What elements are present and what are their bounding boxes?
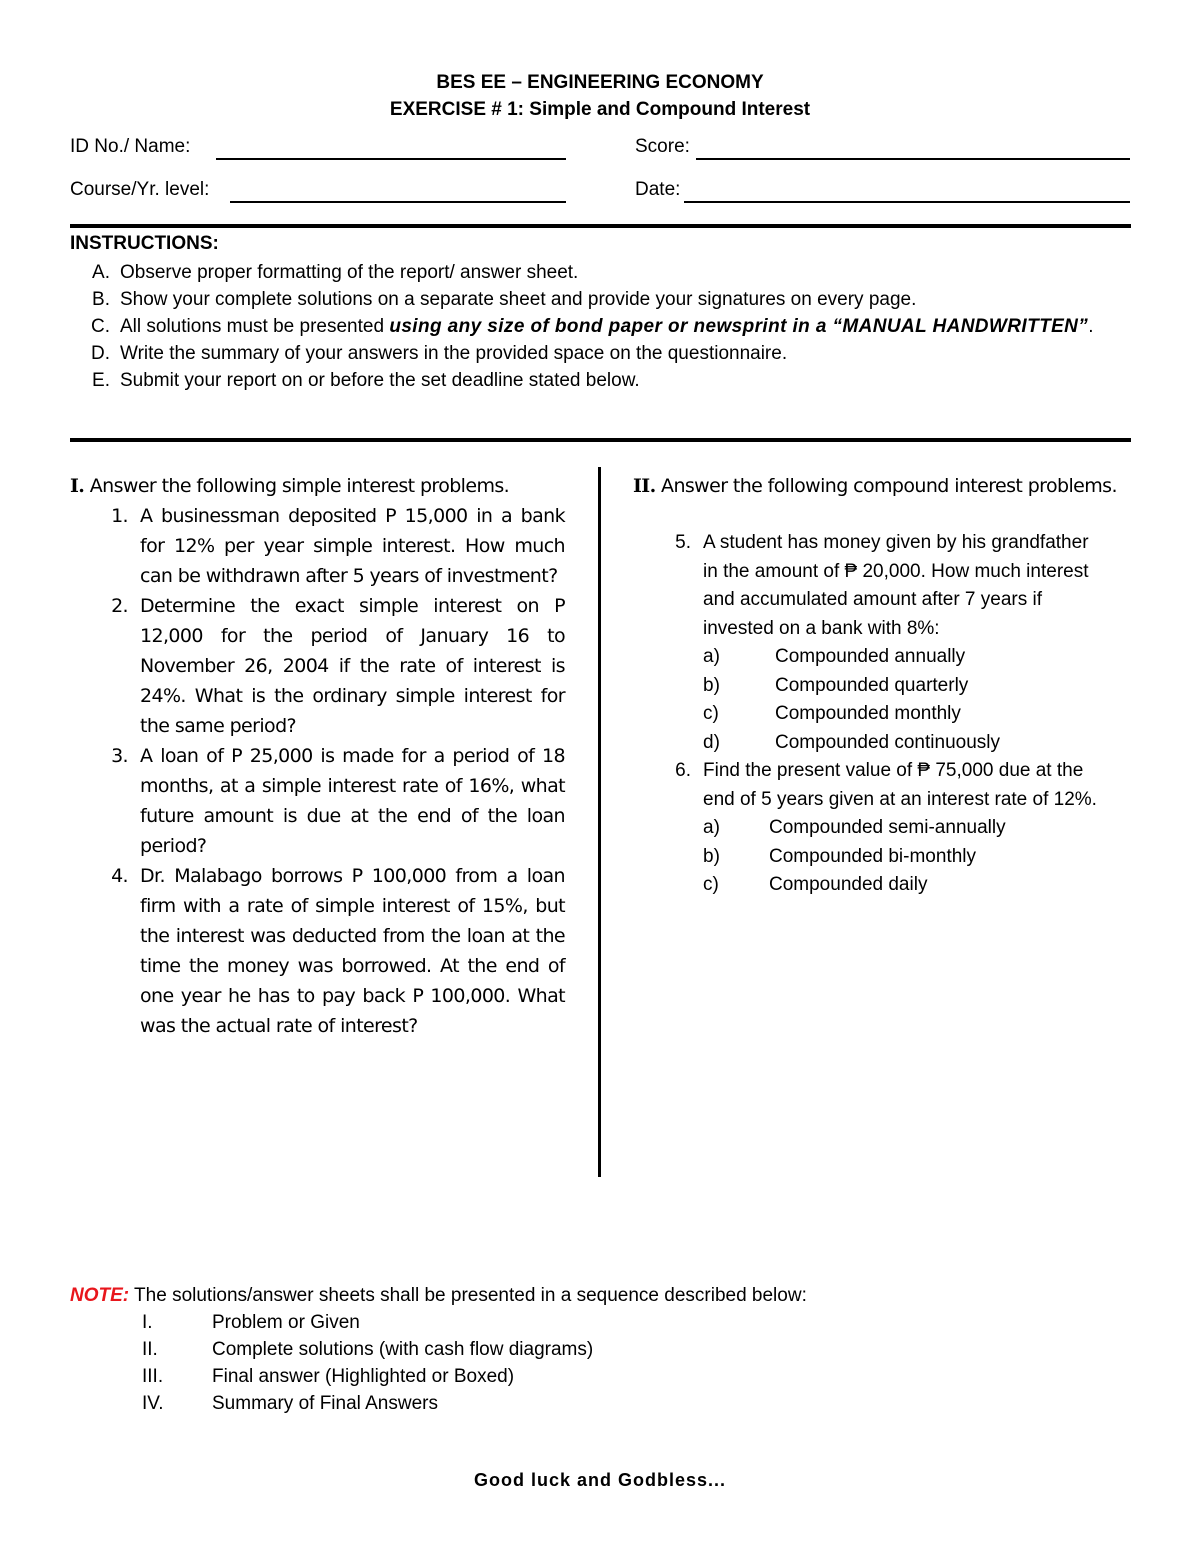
sub-item bbox=[703, 643, 1090, 672]
sub-marker: a) bbox=[703, 817, 720, 838]
sub-item bbox=[703, 700, 1090, 729]
sub-text: Compounded continuously bbox=[775, 731, 1000, 753]
sub-item bbox=[703, 843, 1110, 872]
sub-text: Compounded quarterly bbox=[775, 674, 969, 696]
list-item bbox=[70, 259, 1131, 286]
instructions-block bbox=[70, 233, 1131, 394]
list-marker: III. bbox=[142, 1366, 164, 1387]
problem-item bbox=[633, 757, 1130, 900]
section-heading-text: Answer the following simple interest problems. bbox=[89, 475, 510, 497]
sub-list bbox=[703, 814, 1110, 900]
instruction-text: Observe proper formatting of the report/ answer sheet. bbox=[120, 262, 579, 283]
problem-number: 6. bbox=[675, 760, 691, 781]
list-marker: IV. bbox=[142, 1393, 164, 1414]
section-number: I. bbox=[70, 475, 85, 497]
list-text: Final answer (Highlighted or Boxed) bbox=[212, 1366, 515, 1387]
instruction-text: Write the summary of your answers in the provided space on the questionnaire. bbox=[120, 343, 788, 364]
list-item bbox=[70, 1336, 1131, 1363]
problem-text: Find the present value of ₱ 75,000 due at the end of 5 years given at an interest rate of 12%. bbox=[703, 760, 1097, 810]
id-name-line[interactable] bbox=[216, 158, 566, 160]
sub-marker: c) bbox=[703, 703, 719, 724]
sub-marker: d) bbox=[703, 731, 720, 753]
sub-item bbox=[703, 672, 1090, 701]
problem-item bbox=[633, 529, 1130, 757]
course-level-label: Course/Yr. level: bbox=[70, 179, 210, 200]
sub-text: Compounded annually bbox=[775, 646, 966, 667]
instruction-text-part: All solutions must be presented bbox=[120, 316, 390, 337]
column-divider bbox=[598, 467, 601, 1177]
sub-text: Compounded bi-monthly bbox=[769, 845, 977, 867]
instructions-list bbox=[70, 259, 1131, 394]
note-text: The solutions/answer sheets shall be presented in a sequence described below: bbox=[129, 1285, 807, 1306]
sub-item bbox=[703, 729, 1090, 758]
instruction-text: Submit your report on or before the set deadline stated below. bbox=[120, 370, 640, 391]
list-marker: C. bbox=[91, 316, 110, 337]
list-item bbox=[70, 1309, 1131, 1336]
problem-item bbox=[70, 861, 565, 1041]
score-line[interactable] bbox=[696, 158, 1130, 160]
list-marker: E. bbox=[92, 370, 110, 391]
instruction-text bbox=[120, 313, 1131, 340]
sub-text: Compounded semi-annually bbox=[769, 817, 1006, 838]
list-text: Problem or Given bbox=[212, 1312, 360, 1333]
problem-item bbox=[70, 501, 565, 591]
top-rule bbox=[70, 224, 1131, 228]
list-marker: A. bbox=[92, 262, 110, 283]
sub-marker: a) bbox=[703, 646, 720, 667]
section-number: II. bbox=[633, 475, 656, 497]
sub-item bbox=[703, 871, 1110, 900]
list-marker: I. bbox=[142, 1312, 153, 1333]
problem-number: 1. bbox=[111, 505, 128, 527]
list-item bbox=[70, 313, 1131, 340]
list-marker: B. bbox=[92, 289, 110, 310]
sub-marker: c) bbox=[703, 874, 719, 895]
problem-number: 3. bbox=[111, 745, 128, 767]
list-item bbox=[70, 1363, 1131, 1390]
list-marker: II. bbox=[142, 1339, 158, 1360]
section-2-heading bbox=[633, 471, 1130, 501]
note-label: NOTE: bbox=[70, 1285, 130, 1306]
list-item bbox=[70, 367, 1131, 394]
date-label: Date: bbox=[635, 179, 681, 200]
note-list bbox=[70, 1309, 1131, 1417]
section-1 bbox=[70, 471, 565, 1041]
problem-item bbox=[70, 591, 565, 741]
problem-number: 2. bbox=[111, 595, 128, 617]
sub-marker: b) bbox=[703, 845, 720, 867]
instruction-text: Show your complete solutions on a separate sheet and provide your signatures on every page. bbox=[120, 289, 917, 310]
list-text: Complete solutions (with cash flow diagrams) bbox=[212, 1339, 594, 1360]
section-1-heading bbox=[70, 471, 565, 501]
problem-number: 4. bbox=[111, 865, 128, 887]
section-heading-text: Answer the following compound interest problems. bbox=[661, 475, 1117, 497]
list-item bbox=[70, 286, 1131, 313]
date-line[interactable] bbox=[684, 201, 1130, 203]
course-title: BES EE – ENGINEERING ECONOMY bbox=[436, 72, 764, 93]
exercise-title: EXERCISE # 1: Simple and Compound Interest bbox=[389, 99, 811, 120]
problem-list bbox=[633, 529, 1130, 900]
list-item bbox=[70, 340, 1131, 367]
note-line bbox=[70, 1282, 1131, 1309]
list-marker: D. bbox=[91, 343, 110, 364]
problem-body bbox=[703, 529, 1130, 757]
sub-text: Compounded daily bbox=[769, 874, 928, 895]
instruction-emphasis: using any size of bond paper or newsprint in a “MANUAL HANDWRITTEN” bbox=[389, 316, 1089, 337]
note-block bbox=[70, 1282, 1131, 1417]
problem-item bbox=[70, 741, 565, 861]
problem-list bbox=[70, 501, 565, 1041]
sub-text: Compounded monthly bbox=[775, 703, 961, 724]
problem-text: A loan of P 25,000 is made for a period of 18 months, at a simple interest rate of 16%, what future amount is due at the end of the loan period? bbox=[140, 745, 565, 857]
problem-text: Determine the exact simple interest on P 12,000 for the period of January 16 to November 26, 2004 if the rate of interest is 24%. What is the ordinary simple interest for the same period? bbox=[140, 595, 565, 737]
list-item bbox=[70, 1390, 1131, 1417]
closing-message: Good luck and Godbless... bbox=[473, 1470, 727, 1490]
course-level-line[interactable] bbox=[230, 201, 566, 203]
sub-list bbox=[703, 643, 1090, 757]
score-label: Score: bbox=[635, 136, 690, 157]
sub-item bbox=[703, 814, 1110, 843]
instruction-tail: . bbox=[1088, 316, 1094, 337]
problem-number: 5. bbox=[675, 532, 691, 553]
problem-text: A student has money given by his grandfather in the amount of ₱ 20,000. How much interest and accumulated amount after 7 years if invested on a bank with 8%: bbox=[703, 532, 1089, 639]
section-2 bbox=[633, 471, 1130, 900]
problem-text: A businessman deposited P 15,000 in a bank for 12% per year simple interest. How much can be withdrawn after 5 years of investment? bbox=[140, 505, 565, 587]
middle-rule bbox=[70, 438, 1131, 442]
sub-marker: b) bbox=[703, 674, 720, 696]
id-name-label: ID No./ Name: bbox=[70, 136, 191, 157]
problem-body bbox=[703, 757, 1130, 900]
list-text: Summary of Final Answers bbox=[212, 1393, 438, 1414]
instructions-heading: INSTRUCTIONS: bbox=[70, 233, 219, 254]
problem-text: Dr. Malabago borrows P 100,000 from a loan firm with a rate of simple interest of 15%, but the interest was deducted from the loan at the time the money was borrowed. At the end of one year he has to pay back P 100,000. What was the actual rate of interest? bbox=[140, 865, 565, 1037]
